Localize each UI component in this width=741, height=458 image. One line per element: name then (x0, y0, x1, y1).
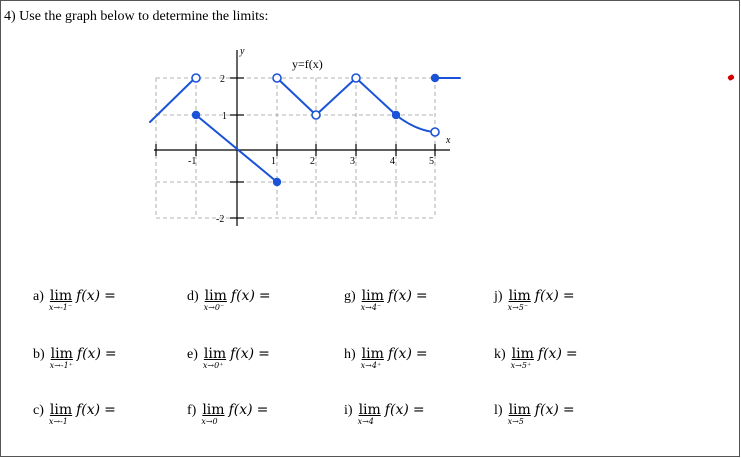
open-point (312, 111, 320, 119)
open-points (192, 74, 439, 136)
lim-subscript: x→4⁺ (360, 361, 382, 370)
x-tick-label: 2 (310, 156, 315, 167)
lim-word: lim (508, 288, 531, 304)
limit-question-k (494, 346, 578, 370)
function-curve (150, 78, 460, 182)
function-expression: f(x) (230, 346, 255, 362)
lim-subscript: x→4⁻ (360, 303, 382, 312)
lim-word: lim (50, 346, 73, 362)
question-letter: h) (344, 347, 356, 362)
question-letter: g) (344, 289, 356, 304)
x-axis-label: x (446, 135, 451, 146)
function-expression: f(x) (534, 288, 559, 304)
lim-word: lim (49, 288, 73, 304)
lim-subscript: x→-1⁻ (48, 303, 73, 312)
question-letter: b) (33, 347, 45, 362)
question-letter: a) (33, 289, 44, 304)
limit-question-j (494, 288, 575, 312)
lim-subscript: x→5⁻ (507, 303, 529, 312)
function-expression: f(x) (387, 288, 412, 304)
function-expression: f(x) (228, 402, 253, 418)
function-graph (140, 40, 470, 230)
limit-question-d (187, 288, 271, 312)
equals-sign: = (562, 288, 575, 304)
lim-word: lim (202, 402, 225, 418)
limit-question-c (33, 402, 116, 426)
lim-word: lim (203, 346, 227, 362)
open-point (352, 74, 360, 82)
limit-question-l (494, 402, 575, 426)
lim-word: lim (511, 346, 534, 362)
lim-word: lim (508, 402, 531, 418)
equals-sign: = (104, 288, 116, 304)
curve-segment (277, 78, 396, 115)
lim-word: lim (361, 288, 384, 304)
closed-point (273, 178, 281, 186)
equals-sign: = (562, 402, 575, 418)
limit-question-b (33, 346, 117, 370)
y-tick-label: 2 (220, 74, 225, 85)
lim-word: lim (204, 288, 227, 304)
question-letter: i) (344, 403, 353, 418)
lim-subscript: x→0⁻ (203, 303, 225, 312)
function-expression: f(x) (384, 402, 409, 418)
problem-title: 4) Use the graph below to determine the limits: (4, 9, 269, 24)
equals-sign: = (415, 346, 428, 362)
lim-word: lim (49, 402, 73, 418)
limit-question-g (344, 288, 428, 312)
lim-subscript: x→-1⁺ (49, 361, 73, 370)
lim-subscript: x→4 (357, 417, 374, 426)
x-tick-label: -1 (188, 156, 197, 167)
equals-sign: = (415, 288, 428, 304)
graph-grid (156, 78, 435, 218)
y-tick-label: -2 (216, 214, 225, 225)
closed-point (392, 111, 400, 119)
lim-subscript: x→0 (201, 417, 218, 426)
lim-subscript: x→5⁺ (510, 361, 532, 370)
question-letter: k) (494, 347, 506, 362)
question-letter: l) (494, 403, 503, 418)
question-letter: e) (187, 347, 198, 362)
closed-points (192, 74, 439, 186)
limit-question-f (187, 402, 269, 426)
curve-segment (396, 115, 434, 132)
function-expression: f(x) (387, 346, 412, 362)
lim-subscript: x→0⁺ (202, 361, 224, 370)
lim-word: lim (358, 402, 381, 418)
question-letter: j) (494, 289, 503, 304)
x-tick-label: 5 (429, 156, 434, 167)
lim-subscript: x→-1 (48, 417, 68, 426)
function-expression: f(x) (76, 402, 101, 418)
closed-point (431, 74, 439, 82)
equals-sign: = (565, 346, 578, 362)
open-point (431, 128, 439, 136)
x-tick-label: 4 (390, 156, 395, 167)
x-tick-label: 1 (271, 156, 276, 167)
lim-subscript: x→5 (507, 417, 524, 426)
function-expression: f(x) (76, 288, 101, 304)
function-expression: f(x) (534, 402, 559, 418)
closed-point (192, 111, 200, 119)
open-point (192, 74, 200, 82)
question-letter: d) (187, 289, 199, 304)
question-letter: f) (187, 403, 197, 418)
limit-question-h (344, 346, 428, 370)
limit-question-e (187, 346, 270, 370)
y-tick-label: 1 (222, 111, 227, 122)
equals-sign: = (258, 346, 270, 362)
equals-sign: = (412, 402, 425, 418)
function-expression: f(x) (537, 346, 562, 362)
equals-sign: = (256, 402, 269, 418)
lim-word: lim (361, 346, 384, 362)
limit-question-i (344, 402, 425, 426)
y-axis-label: y (240, 46, 245, 57)
function-expression: f(x) (230, 288, 255, 304)
equals-sign: = (258, 288, 271, 304)
limit-question-a (33, 288, 116, 312)
equals-sign: = (104, 346, 117, 362)
question-letter: c) (33, 403, 44, 418)
function-label: y=f(x) (292, 57, 323, 71)
function-expression: f(x) (76, 346, 101, 362)
open-point (273, 74, 281, 82)
equals-sign: = (104, 402, 116, 418)
x-tick-label: 3 (350, 156, 355, 167)
